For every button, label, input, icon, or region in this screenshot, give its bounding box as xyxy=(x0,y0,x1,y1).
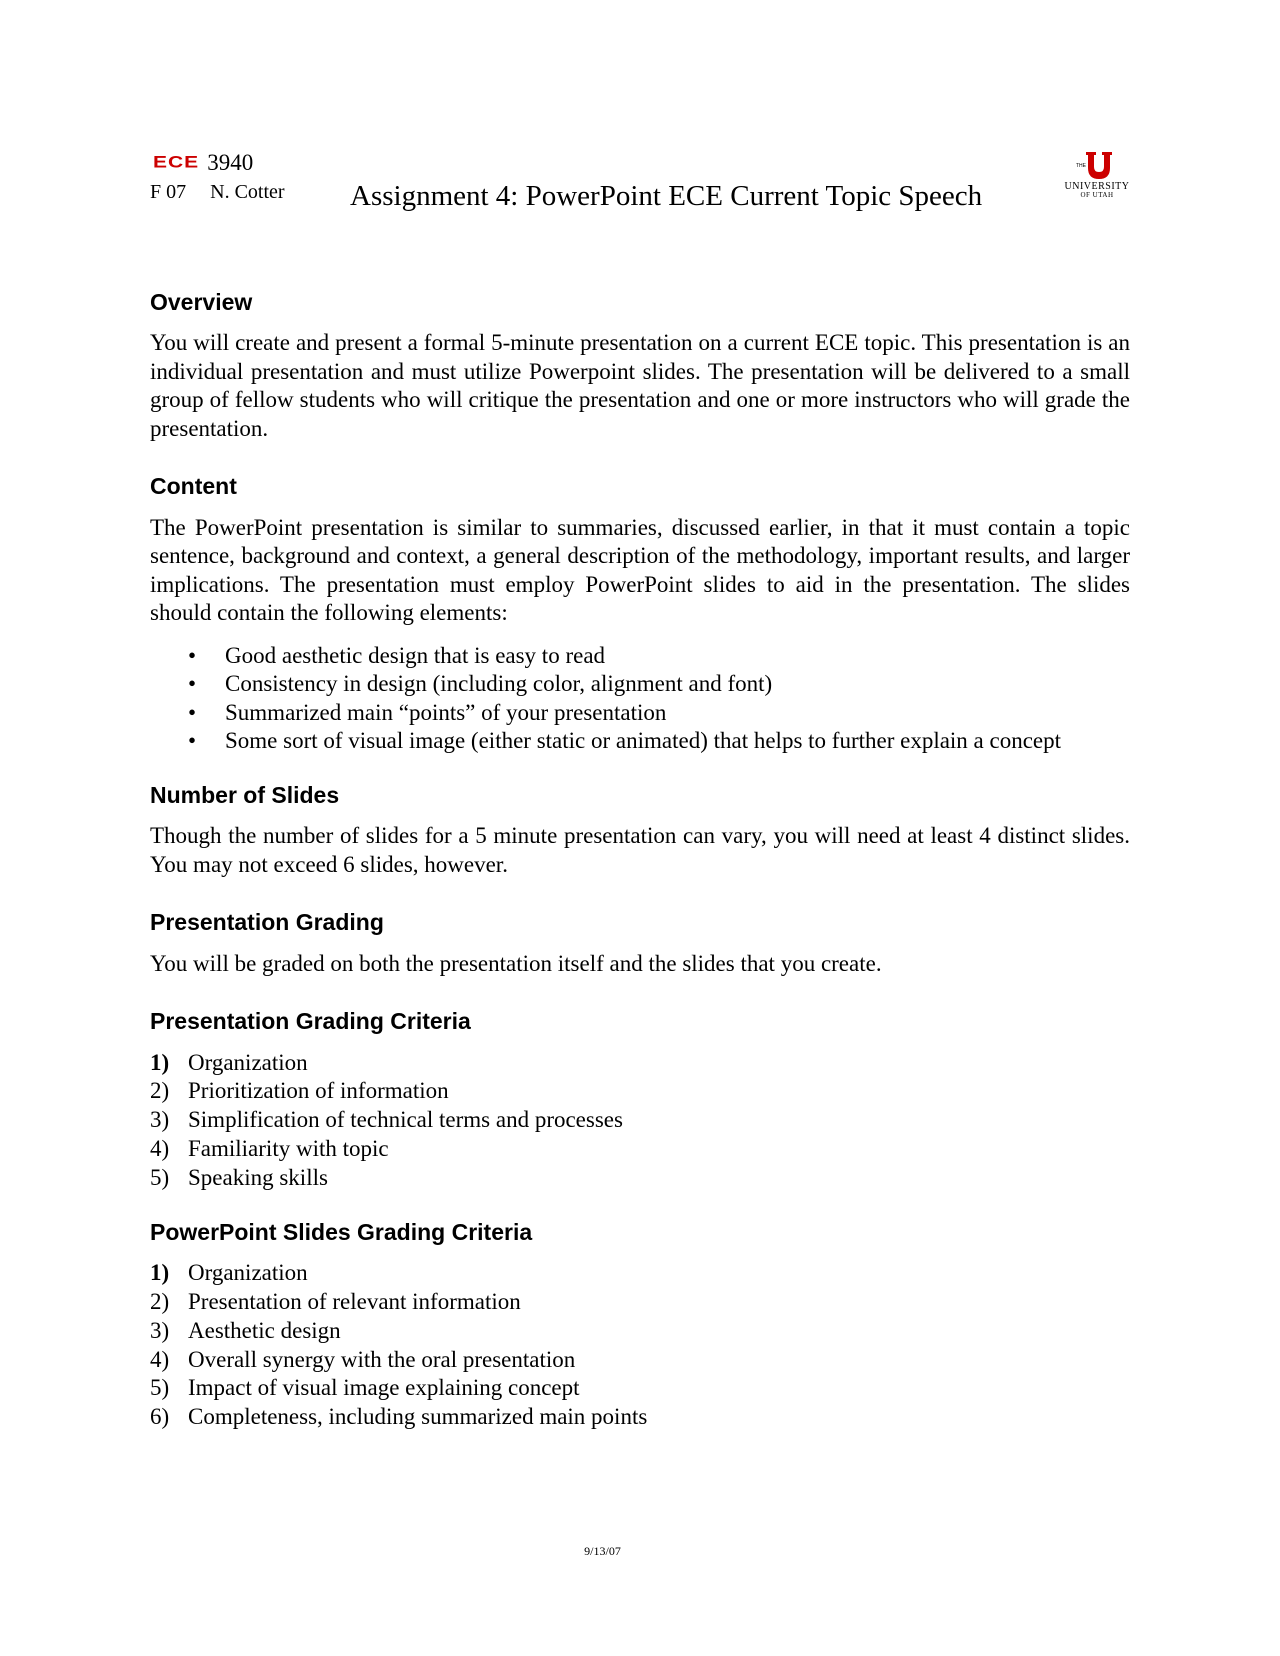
overview-heading: Overview xyxy=(150,289,253,315)
list-item xyxy=(150,1077,1130,1106)
list-text: Speaking skills xyxy=(188,1164,328,1190)
presentation-criteria-heading: Presentation Grading Criteria xyxy=(150,1008,471,1035)
instructor: N. Cotter xyxy=(210,181,285,203)
list-item xyxy=(150,1403,1130,1432)
slides-heading: Number of Slides xyxy=(150,781,340,808)
list-number: 3) xyxy=(150,1317,170,1343)
logo-university: UNIVERSITY xyxy=(1064,181,1130,192)
list-number: 2) xyxy=(150,1078,170,1104)
logo-of-utah: OF UTAH xyxy=(1080,191,1114,199)
grading-text: You will be graded on both the presentation itself and the slides that you create. xyxy=(150,950,882,976)
document-body xyxy=(150,289,1130,1458)
list-number: 2) xyxy=(150,1288,170,1314)
list-item xyxy=(150,1317,1130,1346)
ece-logo-text: ECE xyxy=(153,153,200,172)
course-number: 3940 xyxy=(207,150,254,175)
list-text: Impact of visual image explaining concept xyxy=(188,1375,580,1401)
list-number: 4) xyxy=(150,1136,170,1162)
list-text: Organization xyxy=(188,1049,308,1075)
list-number: 6) xyxy=(150,1404,170,1430)
list-item xyxy=(150,1135,1130,1164)
list-text: Prioritization of information xyxy=(188,1078,449,1104)
list-number: 1) xyxy=(150,1049,170,1075)
list-number: 4) xyxy=(150,1346,170,1372)
content-heading: Content xyxy=(150,473,237,500)
list-text: Aesthetic design xyxy=(188,1317,341,1343)
list-item xyxy=(150,1288,1130,1317)
bullet-item: • Summarized main “points” of your presentation xyxy=(150,699,1130,728)
term-line xyxy=(150,181,285,204)
list-item xyxy=(150,1346,1130,1375)
list-item xyxy=(150,1374,1130,1403)
grading-heading: Presentation Grading xyxy=(150,909,384,936)
overview-text: You will create and present a formal 5-minute presentation on a current ECE topic. This presentation is an individual presentation and must utilize Powerpoint slides. The presentation will be delivered to a small group of fellow students who will critique the presentation and one or more instructors who will grade the presentation. xyxy=(150,330,1130,441)
presentation-criteria-list xyxy=(150,1049,1130,1193)
document-title: Assignment 4: PowerPoint ECE Current Topic Speech xyxy=(350,180,983,212)
list-item xyxy=(150,1106,1130,1135)
slides-criteria-heading: PowerPoint Slides Grading Criteria xyxy=(150,1218,533,1245)
list-item xyxy=(150,1049,1130,1078)
bullet-item: • Consistency in design (including color, alignment and font) xyxy=(150,670,1130,699)
list-number: 5) xyxy=(150,1375,170,1401)
list-text: Organization xyxy=(188,1260,308,1286)
term: F 07 xyxy=(150,181,187,203)
bullet-item: • Good aesthetic design that is easy to read xyxy=(150,642,1130,671)
list-text: Simplification of technical terms and processes xyxy=(188,1107,623,1133)
list-text: Familiarity with topic xyxy=(188,1136,389,1162)
logo-the: THE xyxy=(1076,163,1086,169)
footer-date: 9/13/07 xyxy=(584,1544,621,1558)
list-item xyxy=(150,1259,1130,1288)
content-text: The PowerPoint presentation is similar to summaries, discussed earlier, in that it must contain a topic sentence, background and context, a general description of the methodology, important results, and larger implications. The presentation must employ PowerPoint slides to aid in the presentation. The slides should contain the following elements: xyxy=(150,514,1130,626)
list-item xyxy=(150,1164,1130,1193)
content-bullets xyxy=(150,642,1130,756)
slides-text: Though the number of slides for a 5 minute presentation can vary, you will need at least 4 distinct slides. You may not exceed 6 slides, however. xyxy=(150,823,1130,877)
list-text: Overall synergy with the oral presentation xyxy=(188,1346,576,1372)
list-text: Completeness, including summarized main points xyxy=(188,1404,648,1430)
list-text: Presentation of relevant information xyxy=(188,1288,521,1314)
bullet-item: • Some sort of visual image (either static or animated) that helps to further explain a concept xyxy=(150,727,1130,756)
list-number: 1) xyxy=(150,1260,170,1286)
list-number: 5) xyxy=(150,1164,170,1190)
list-number: 3) xyxy=(150,1107,170,1133)
university-logo xyxy=(1062,151,1132,201)
course-id xyxy=(153,151,253,174)
slides-criteria-list xyxy=(150,1259,1130,1432)
ece-logo xyxy=(153,152,199,173)
